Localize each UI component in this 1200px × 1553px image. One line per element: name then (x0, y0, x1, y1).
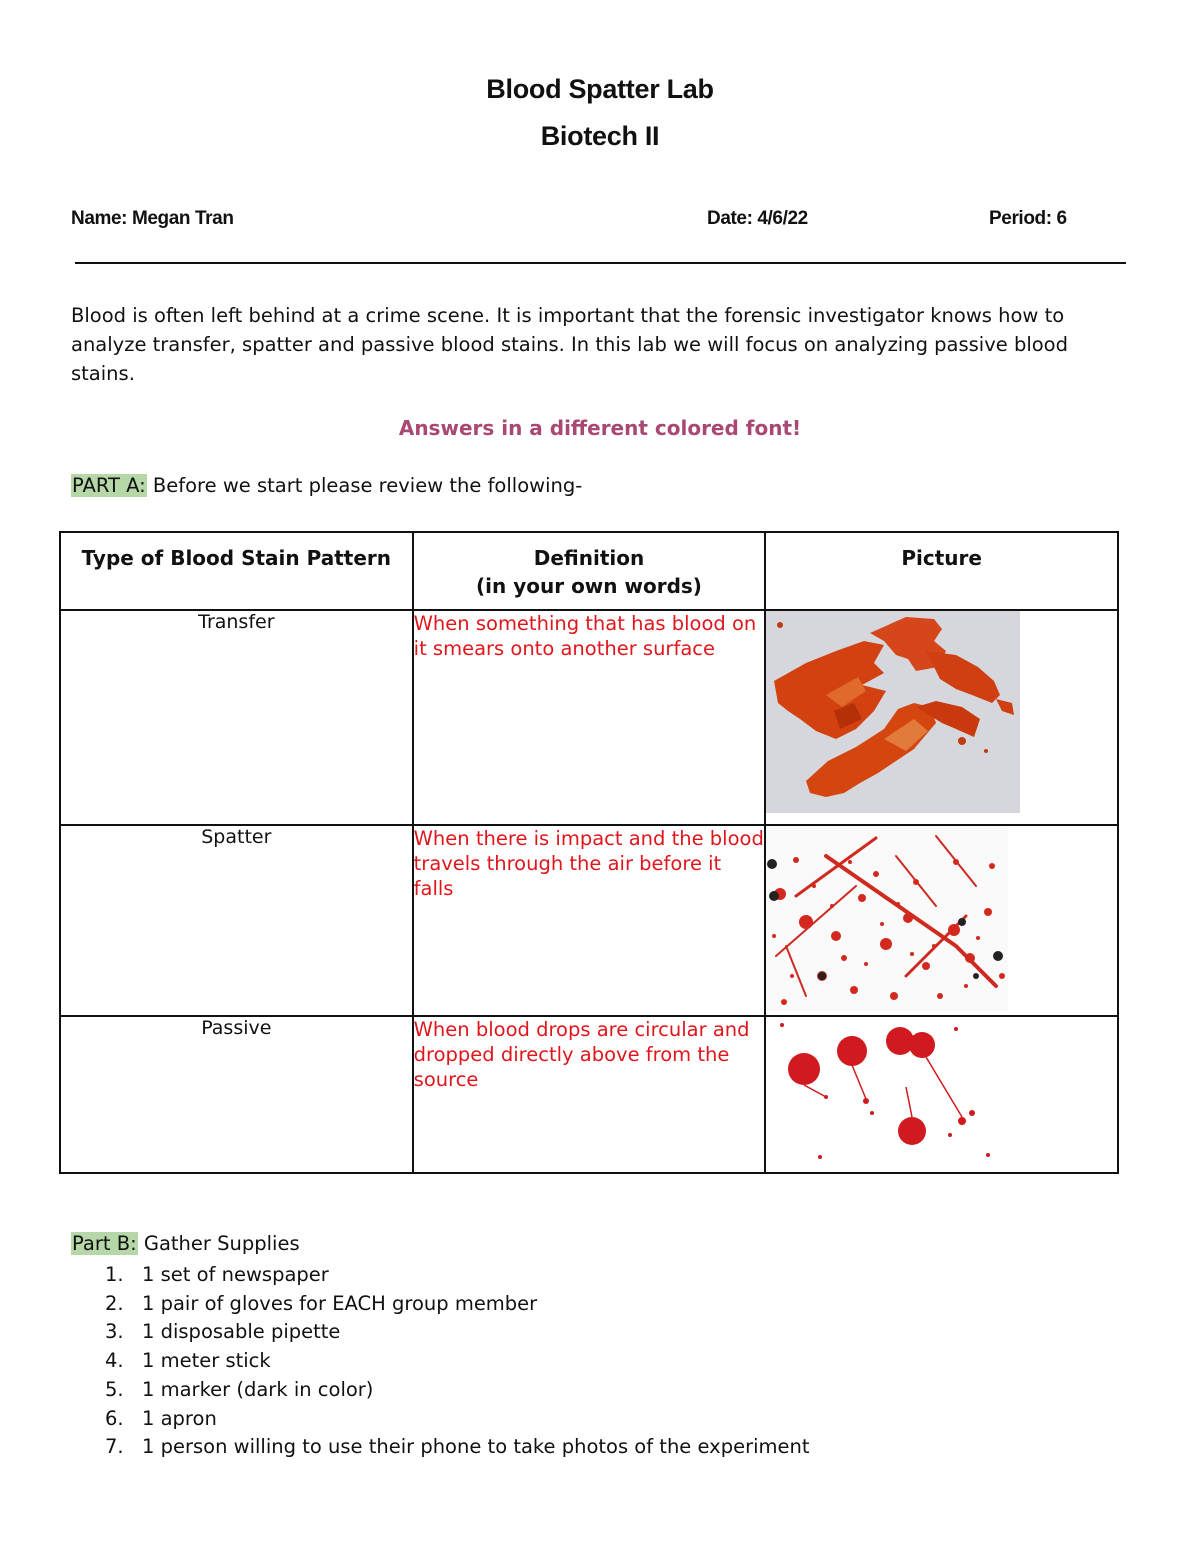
list-item (71, 1290, 810, 1319)
list-item (71, 1376, 810, 1405)
table-row (60, 610, 1118, 825)
intro-paragraph: Blood is often left behind at a crime scene. It is important that the forensic investigator knows how to analyze transfer, spatter and passive blood stains. In this lab we will focus on analyzing passive blood stains. (71, 304, 1068, 385)
document-subtitle: Biotech II (540, 121, 660, 151)
list-item-number: 1. (105, 1263, 124, 1286)
student-name: Name: Megan Tran (71, 208, 234, 229)
list-item (71, 1347, 810, 1376)
header-definition-line2: (in your own words) (476, 574, 702, 598)
list-item-number: 4. (105, 1349, 124, 1373)
part-a-heading (71, 474, 582, 497)
document-title: Blood Spatter Lab (486, 74, 714, 104)
part-b-label: Part B: (72, 1232, 137, 1255)
stain-definition-spatter: When there is impact and the blood travels through the air before it falls (413, 825, 766, 1016)
class-period: Period: 6 (989, 208, 1067, 229)
list-item-number: 3. (105, 1320, 124, 1344)
stain-type-transfer: Transfer (60, 610, 413, 825)
table-row (60, 1016, 1118, 1173)
blood-stain-table (59, 531, 1119, 1174)
header-definition-line1: Definition (533, 546, 645, 570)
part-b-text: Gather Supplies (137, 1232, 300, 1255)
answer-color-note: Answers in a different colored font! (398, 416, 802, 440)
list-item-number: 6. (105, 1406, 124, 1430)
stain-type-passive: Passive (60, 1016, 413, 1173)
list-item (71, 1405, 810, 1434)
lab-date: Date: 4/6/22 (707, 208, 808, 229)
list-item-text: 1 meter stick (142, 1349, 271, 1373)
header-type: Type of Blood Stain Pattern (60, 532, 413, 610)
header-definition (413, 532, 766, 610)
stain-definition-passive: When blood drops are circular and dropped directly above from the source (413, 1016, 766, 1173)
list-item-text: 1 apron (142, 1406, 217, 1430)
list-item-text: 1 set of newspaper (142, 1263, 329, 1286)
header-picture: Picture (765, 532, 1118, 610)
spatter-stain-photo (766, 826, 1117, 1011)
part-a-text: Before we start please review the following- (146, 474, 583, 497)
list-item-text: 1 disposable pipette (142, 1320, 341, 1344)
list-item-number: 2. (105, 1291, 124, 1315)
stain-definition-transfer: When something that has blood on it smears onto another surface (413, 610, 766, 825)
list-item-text: 1 marker (dark in color) (142, 1377, 374, 1401)
part-a-label: PART A: (72, 474, 146, 497)
passive-stain-photo (766, 1017, 1117, 1167)
list-item-number: 7. (105, 1435, 124, 1459)
table-header-row (60, 532, 1118, 610)
table-row (60, 825, 1118, 1016)
list-item-text: 1 pair of gloves for EACH group member (142, 1291, 538, 1315)
supplies-list (71, 1261, 810, 1462)
transfer-stain-photo (766, 611, 1117, 813)
list-item (71, 1318, 810, 1347)
part-b-heading (71, 1232, 300, 1255)
list-item-number: 5. (105, 1377, 124, 1401)
list-item (71, 1261, 810, 1290)
list-item-text: 1 person willing to use their phone to take photos of the experiment (142, 1435, 810, 1459)
stain-type-spatter: Spatter (60, 825, 413, 1016)
header-divider (75, 262, 1126, 264)
list-item (71, 1433, 810, 1462)
